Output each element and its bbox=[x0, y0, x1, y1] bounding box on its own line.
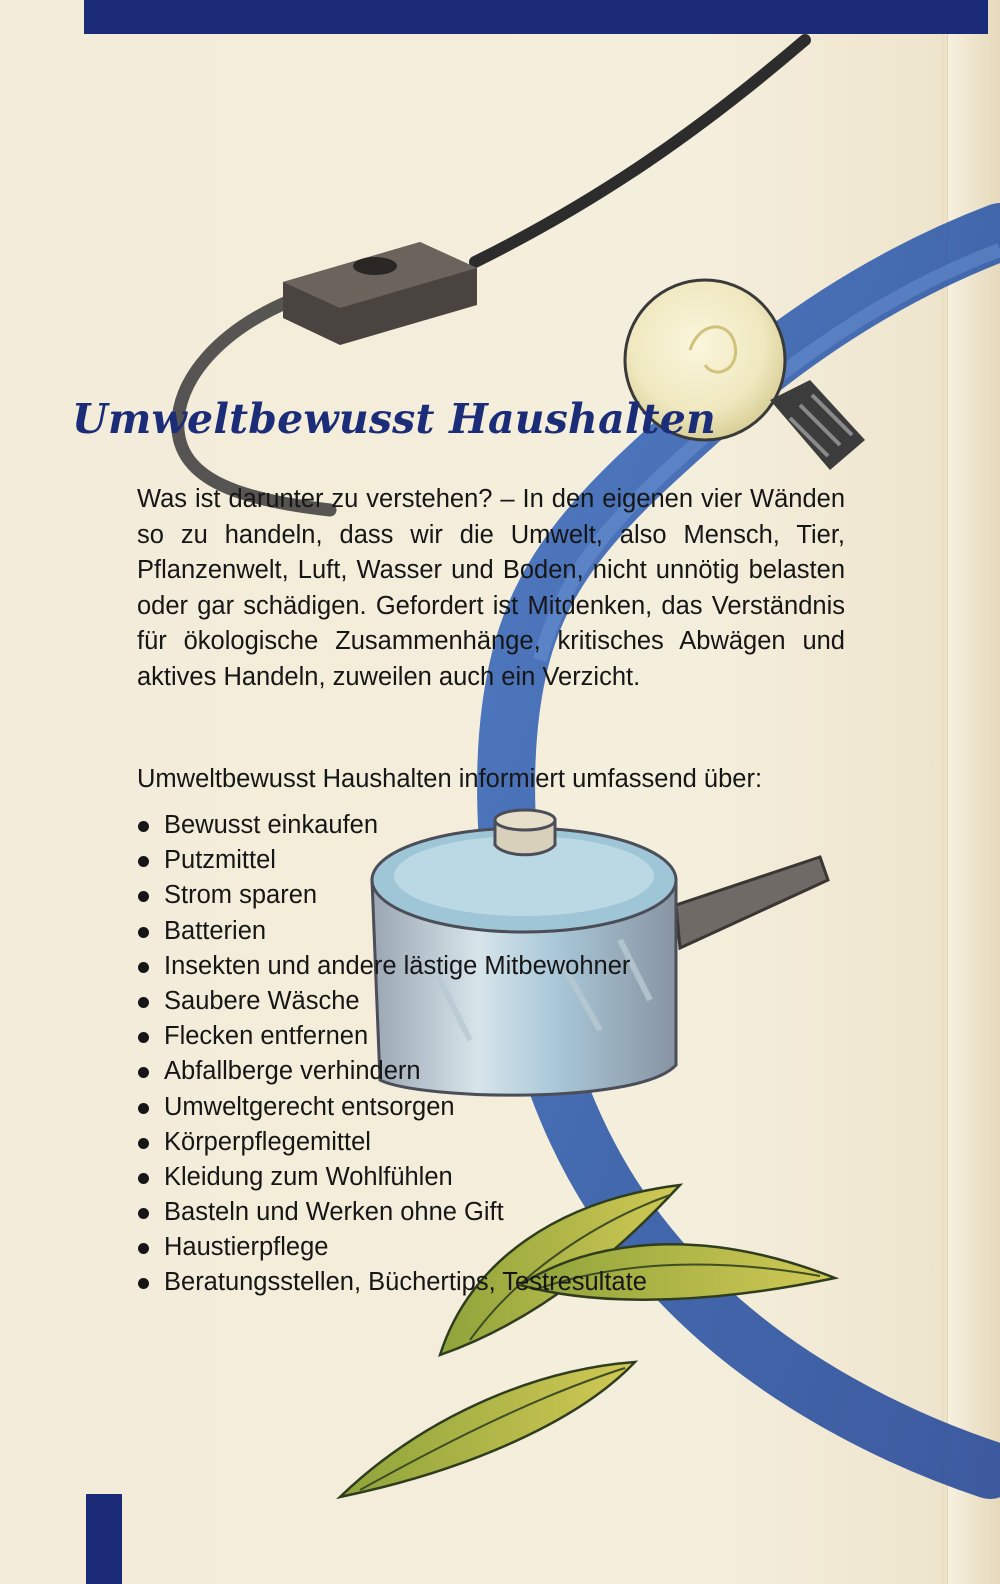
list-item bbox=[137, 1054, 647, 1089]
list-item-label: Putzmittel bbox=[164, 846, 276, 875]
list-item bbox=[137, 984, 647, 1019]
list-item bbox=[137, 1019, 647, 1054]
bullet-icon bbox=[138, 1067, 149, 1078]
list-item-label: Batterien bbox=[164, 916, 267, 945]
bullet-icon bbox=[138, 1138, 149, 1149]
corner-accent-bar bbox=[86, 1494, 122, 1584]
bullet-icon bbox=[138, 1243, 149, 1254]
list-item bbox=[137, 949, 647, 984]
list-item bbox=[137, 1090, 647, 1125]
list-item-label: Kleidung zum Wohlfühlen bbox=[164, 1162, 453, 1191]
bullet-icon bbox=[138, 1032, 149, 1043]
topics-list bbox=[137, 808, 647, 1301]
list-item-label: Abfallberge verhindern bbox=[164, 1057, 421, 1086]
bullet-icon bbox=[138, 927, 149, 938]
bullet-icon bbox=[138, 856, 149, 867]
list-item bbox=[137, 1125, 647, 1160]
topics-lead: Umweltbewusst Haushalten informiert umfassend über: bbox=[137, 765, 763, 793]
list-item bbox=[137, 1230, 647, 1265]
cord-switch bbox=[283, 242, 477, 345]
bullet-icon bbox=[138, 962, 149, 973]
list-item-label: Saubere Wäsche bbox=[164, 986, 360, 1015]
bullet-icon bbox=[138, 1208, 149, 1219]
list-item bbox=[137, 1160, 647, 1195]
list-item-label: Umweltgerecht entsorgen bbox=[164, 1092, 455, 1121]
bullet-icon bbox=[138, 821, 149, 832]
list-item bbox=[137, 1265, 647, 1300]
list-item bbox=[137, 878, 647, 913]
list-item-label: Haustierpflege bbox=[164, 1233, 329, 1262]
list-item-label: Insekten und andere lästige Mitbewohner bbox=[164, 951, 631, 980]
bullet-icon bbox=[138, 1278, 149, 1289]
list-item-label: Bewusst einkaufen bbox=[164, 811, 379, 839]
list-item bbox=[137, 808, 647, 843]
list-item bbox=[137, 843, 647, 878]
intro-paragraph: Was ist darunter zu verstehen? – In den eigenen vier Wänden so zu handeln, dass wir die Umwelt, also Mensch, Tier, Pflanzenwelt, Luft, Wasser und Boden, nicht unnötig belasten oder gar schädigen. Gefordert ist Mitdenken, das Verständnis für ökologische Zusammenhänge, kritisches Abwägen und aktives Handeln, zuweilen auch ein Verzicht. bbox=[137, 485, 845, 691]
power-cord bbox=[475, 40, 805, 262]
book-title: Umweltbewusst Haushalten bbox=[72, 395, 717, 443]
bullet-icon bbox=[138, 1103, 149, 1114]
list-item-label: Flecken entfernen bbox=[164, 1022, 369, 1051]
list-item bbox=[137, 1195, 647, 1230]
list-item-label: Körperpflegemittel bbox=[164, 1127, 371, 1156]
bullet-icon bbox=[138, 1173, 149, 1184]
list-item-label: Strom sparen bbox=[164, 881, 318, 910]
list-item-label: Basteln und Werken ohne Gift bbox=[164, 1198, 504, 1227]
bullet-icon bbox=[138, 997, 149, 1008]
list-item-label: Beratungsstellen, Büchertips, Testresultate bbox=[164, 1268, 647, 1297]
list-item bbox=[137, 914, 647, 949]
bullet-icon bbox=[138, 891, 149, 902]
